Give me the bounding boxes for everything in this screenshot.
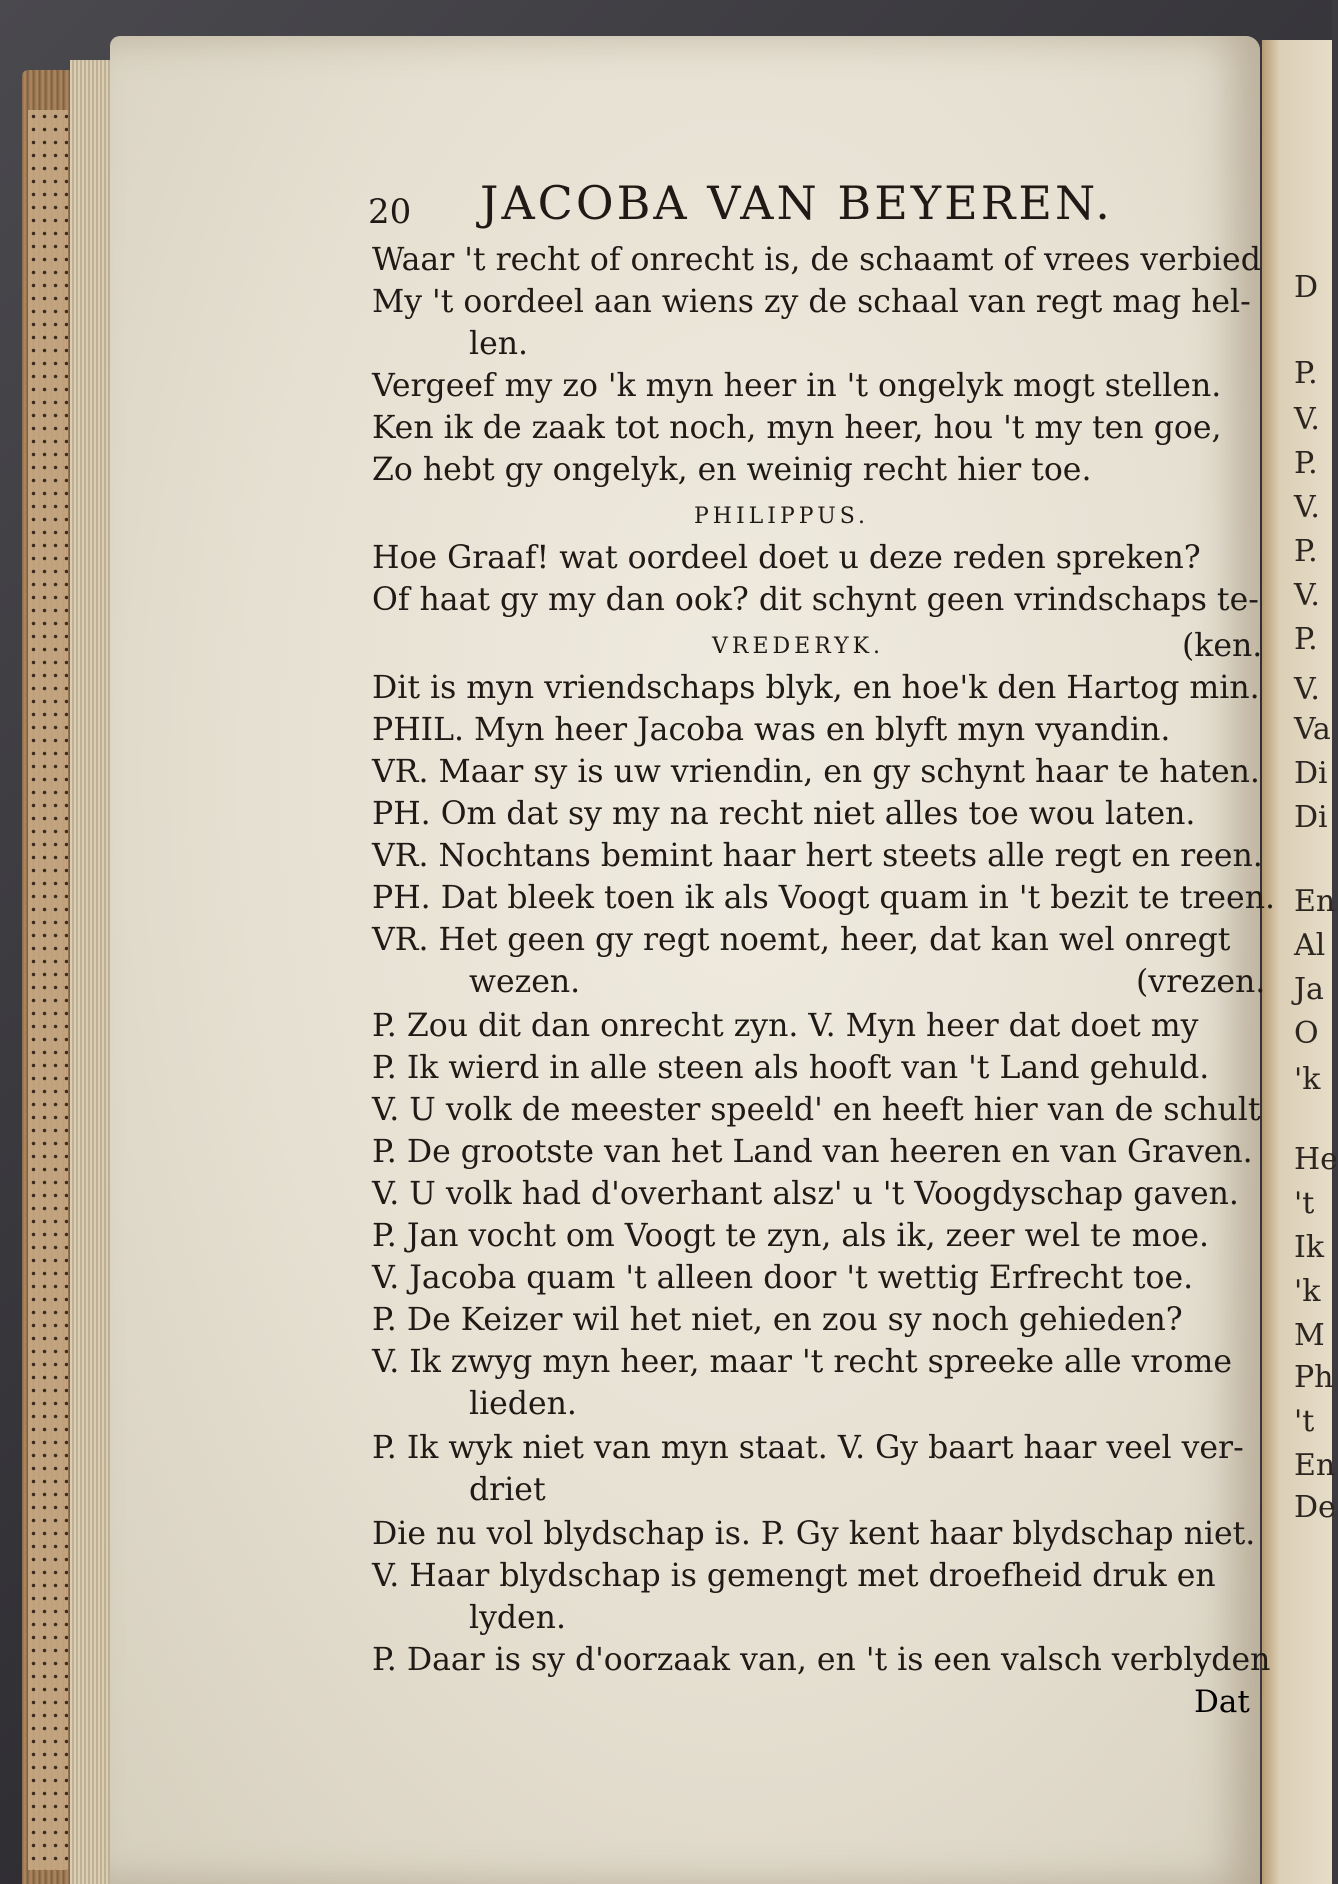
facing-page-fragment: V. bbox=[1294, 672, 1320, 707]
facing-page-fragment: 't bbox=[1294, 1404, 1315, 1439]
verse-line bbox=[372, 838, 1263, 874]
line-text: PH. Om dat sy my na recht niet alles toe wou laten. bbox=[372, 796, 1196, 832]
catchword: Dat bbox=[1194, 1684, 1250, 1720]
verse-continuation bbox=[372, 1472, 546, 1508]
verse-continuation bbox=[372, 1600, 566, 1636]
facing-page-fragment: M bbox=[1294, 1318, 1325, 1353]
verse-line bbox=[372, 922, 1230, 958]
facing-page-fragment: V. bbox=[1294, 402, 1320, 437]
verse-line bbox=[372, 1430, 1244, 1466]
verse-line bbox=[372, 1260, 1193, 1296]
verse-continuation bbox=[372, 964, 580, 1000]
facing-page-fragment: P. bbox=[1294, 534, 1318, 569]
facing-page-fragment: En bbox=[1294, 1448, 1336, 1483]
line-text: P. Daar is sy d'oorzaak van, en 't is een valsch verblyden bbox=[372, 1642, 1271, 1678]
line-text: P. Ik wyk niet van myn staat. V. Gy baart haar veel ver- bbox=[372, 1430, 1244, 1466]
facing-page-fragment: Al bbox=[1294, 928, 1326, 963]
line-text: Waar 't recht of onrecht is, de schaamt of vrees verbied bbox=[372, 242, 1261, 278]
verse-line bbox=[372, 754, 1260, 790]
verse-line bbox=[372, 368, 1221, 404]
facing-page-fragment: 'k bbox=[1294, 1274, 1321, 1309]
facing-page-fragment: P. bbox=[1294, 446, 1318, 481]
line-text: lyden. bbox=[469, 1600, 566, 1636]
facing-page-fragment: Ph bbox=[1294, 1360, 1334, 1395]
verse-line bbox=[372, 1558, 1216, 1594]
verse-continuation bbox=[372, 1386, 577, 1422]
facing-page-fragment: V. bbox=[1294, 578, 1320, 613]
verse-line bbox=[372, 712, 1170, 748]
verse-line bbox=[372, 410, 1222, 446]
verse-continuation bbox=[372, 326, 528, 362]
line-text: len. bbox=[469, 326, 529, 362]
facing-page-fragment: 't bbox=[1294, 1186, 1315, 1221]
facing-page-fragment: 'k bbox=[1294, 1062, 1321, 1097]
facing-page-fragment: P. bbox=[1294, 356, 1318, 391]
verse-line bbox=[372, 540, 1201, 576]
verse-line bbox=[372, 284, 1251, 320]
turnover-text: (ken. bbox=[1182, 628, 1263, 664]
line-text: V. Ik zwyg myn heer, maar 't recht spreeke alle vrome bbox=[372, 1344, 1232, 1380]
line-text: P. Ik wierd in alle steen als hooft van 't Land gehuld. bbox=[372, 1050, 1210, 1086]
line-text: P. De grootste van het Land van heeren en van Graven. bbox=[372, 1134, 1253, 1170]
verse-line bbox=[372, 1134, 1253, 1170]
book-cover-speckle bbox=[28, 110, 68, 1870]
verse-line bbox=[372, 1642, 1270, 1678]
line-text: VR. Het geen gy regt noemt, heer, dat kan wel onregt bbox=[372, 922, 1231, 958]
line-text: lieden. bbox=[469, 1386, 577, 1422]
verse-line bbox=[372, 452, 1091, 488]
verse-line bbox=[372, 670, 1260, 706]
facing-page-fragment: Di bbox=[1294, 756, 1328, 791]
facing-page-fragment: O bbox=[1294, 1016, 1319, 1051]
line-text: Ken ik de zaak tot noch, myn heer, hou 't my ten goe, bbox=[372, 410, 1222, 446]
verse-line bbox=[372, 1050, 1209, 1086]
line-text: VREDERYK. bbox=[712, 634, 885, 659]
facing-page-fragment: Ja bbox=[1294, 972, 1324, 1007]
facing-page-fragment: Ik bbox=[1294, 1230, 1325, 1265]
line-text: PHILIPPUS. bbox=[694, 504, 870, 529]
line-text: V. U volk had d'overhant alsz' u 't Voogdyschap gaven. bbox=[372, 1176, 1239, 1212]
line-text: P. Jan vocht om Voogt te zyn, als ik, zeer wel te moe. bbox=[372, 1218, 1210, 1254]
verse-line bbox=[372, 582, 1259, 618]
line-text: driet bbox=[469, 1472, 546, 1508]
line-text: VR. Maar sy is uw vriendin, en gy schynt haar te haten. bbox=[372, 754, 1260, 790]
facing-page-fragment: En bbox=[1294, 884, 1336, 919]
line-text: P. Zou dit dan onrecht zyn. V. Myn heer dat doet my bbox=[372, 1008, 1199, 1044]
facing-page-fragment: Di bbox=[1294, 800, 1328, 835]
verse-line bbox=[372, 796, 1195, 832]
verse-line bbox=[372, 1302, 1183, 1338]
turnover-text: (vrezen. bbox=[1136, 964, 1266, 1000]
line-text: V. Haar blydschap is gemengt met droefheid druk en bbox=[372, 1558, 1216, 1594]
running-title: JACOBA VAN BEYEREN. bbox=[480, 176, 1113, 230]
line-text: Dit is myn vriendschaps blyk, en hoe'k den Hartog min. bbox=[372, 670, 1260, 706]
verse-line bbox=[372, 1176, 1239, 1212]
facing-page-fragment: Va bbox=[1294, 712, 1331, 747]
verse-line bbox=[372, 1344, 1232, 1380]
verse-line bbox=[372, 1516, 1255, 1552]
line-text: P. De Keizer wil het niet, en zou sy noch gehieden? bbox=[372, 1302, 1183, 1338]
facing-page-fragment: P. bbox=[1294, 622, 1318, 657]
line-text: Vergeef my zo 'k myn heer in 't ongelyk mogt stellen. bbox=[372, 368, 1222, 404]
line-text: VR. Nochtans bemint haar hert steets alle regt en reen. bbox=[372, 838, 1263, 874]
verse-line bbox=[372, 1008, 1198, 1044]
speaker-heading bbox=[712, 634, 884, 659]
verse-line bbox=[372, 1092, 1261, 1128]
line-text: Zo hebt gy ongelyk, en weinig recht hier toe. bbox=[372, 452, 1092, 488]
line-text: V. Jacoba quam 't alleen door 't wettig Erfrecht toe. bbox=[372, 1260, 1194, 1296]
facing-page-fragment: V. bbox=[1294, 490, 1320, 525]
line-text: V. U volk de meester speeld' en heeft hier van de schult bbox=[372, 1092, 1261, 1128]
facing-page bbox=[1262, 40, 1338, 1884]
line-text: Of haat gy my dan ook? dit schynt geen vrindschaps te- bbox=[372, 582, 1259, 618]
line-text: Hoe Graaf! wat oordeel doet u deze reden spreken? bbox=[372, 540, 1201, 576]
facing-page-fragment: He bbox=[1294, 1142, 1338, 1177]
verse-line bbox=[372, 242, 1261, 278]
line-text: wezen. bbox=[469, 964, 581, 1000]
verse-line bbox=[372, 1218, 1209, 1254]
line-text: PH. Dat bleek toen ik als Voogt quam in 't bezit te treen. bbox=[372, 880, 1275, 916]
page-number: 20 bbox=[368, 192, 412, 232]
line-text: Die nu vol blydschap is. P. Gy kent haar blydschap niet. bbox=[372, 1516, 1256, 1552]
verse-line bbox=[372, 880, 1275, 916]
facing-page-fragment: D bbox=[1294, 270, 1319, 305]
line-text: PHIL. Myn heer Jacoba was en blyft myn vyandin. bbox=[372, 712, 1171, 748]
facing-page-fragment: De bbox=[1294, 1490, 1336, 1525]
line-text: My 't oordeel aan wiens zy de schaal van regt mag hel- bbox=[372, 284, 1251, 320]
speaker-heading bbox=[694, 504, 869, 529]
